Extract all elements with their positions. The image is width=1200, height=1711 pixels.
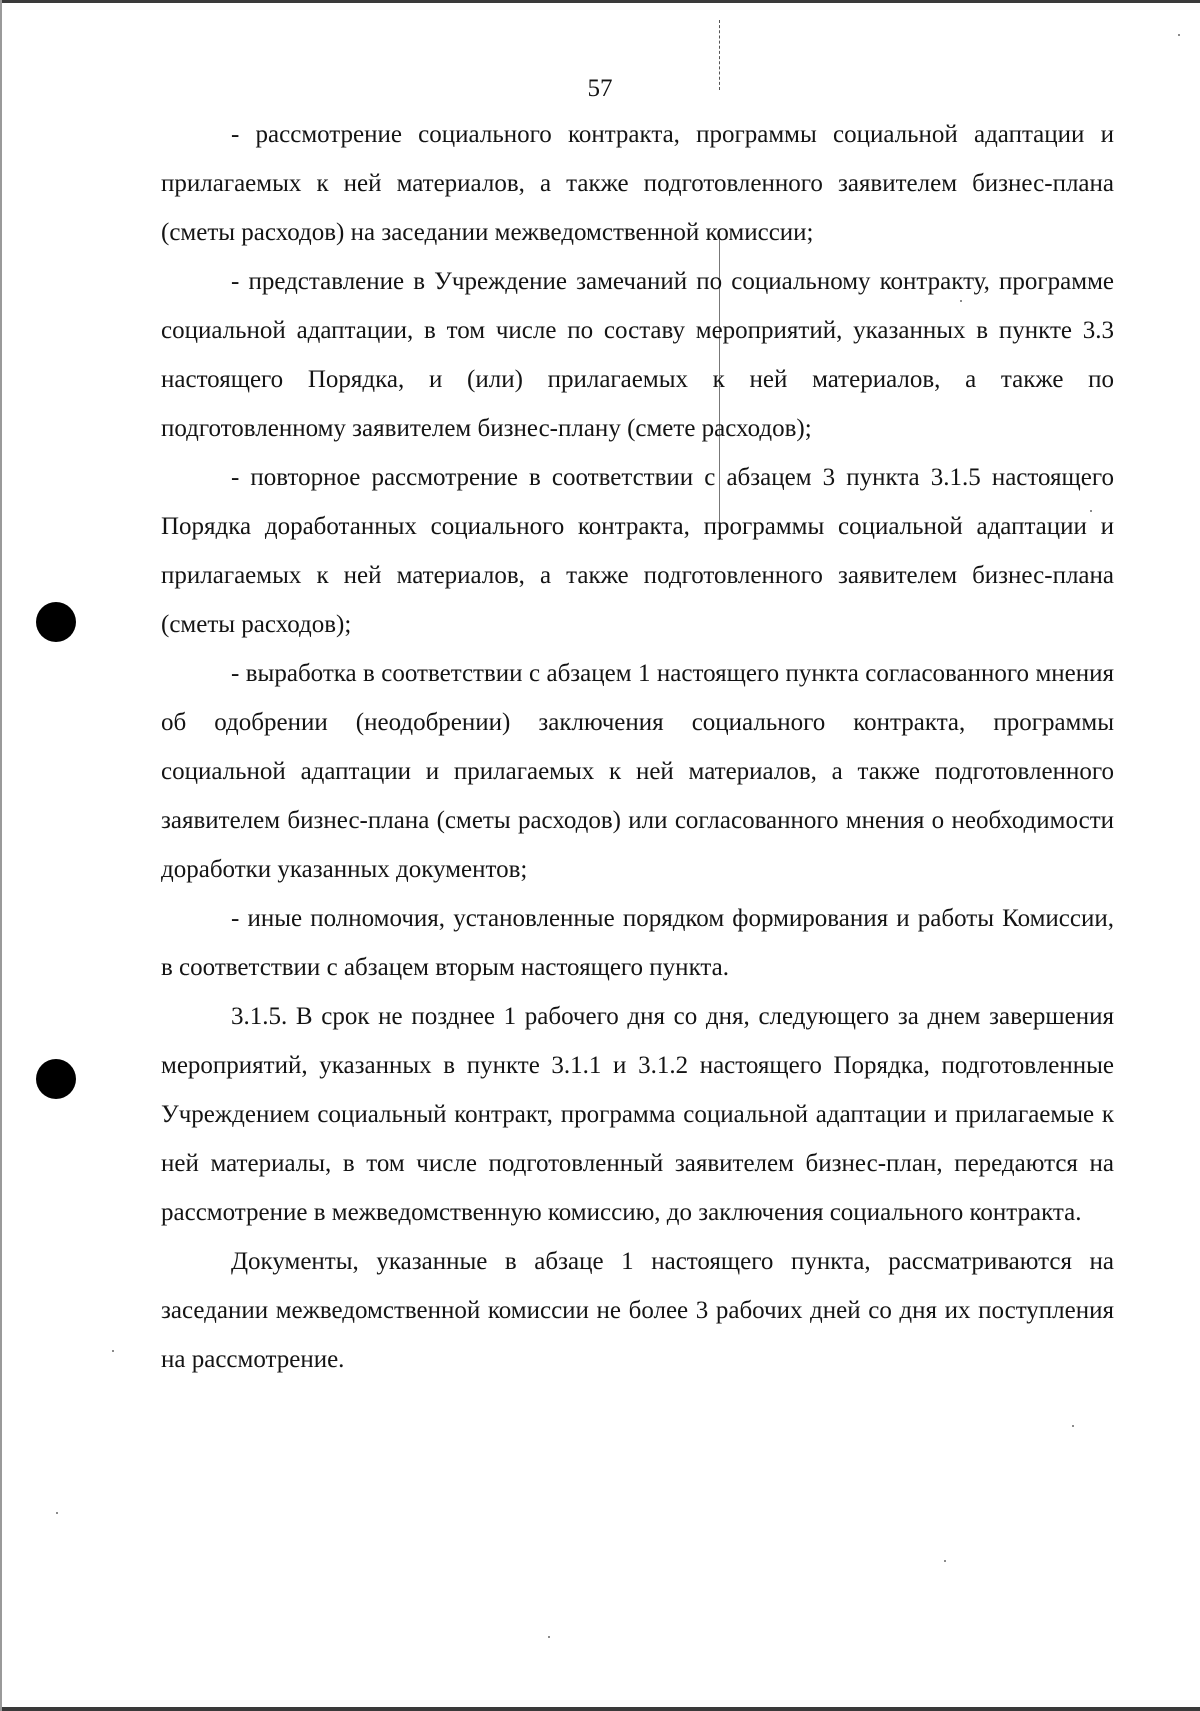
paragraph-clause-3-1-5: 3.1.5. В срок не позднее 1 рабочего дня со дня, следующего за днем завершения мероприятий, указанных в пункте 3.1.1 и 3.1.2 настоящего Порядка, подготовленные Учреждением социальный контракт, программа социальной адаптации и прилагаемые к ней материалы, в том числе подготовленный заявителем бизнес-план, передаются на рассмотрение в межведомственную комиссию, до заключения социального контракта. [161, 1003, 1114, 1226]
scan-speck [112, 1350, 114, 1352]
paragraph-item-remarks: - представление в Учреждение замечаний по социальному контракту, программе социальной адаптации, в том числе по составу мероприятий, указанных в пункте 3.3 настоящего Порядка, и (или) прилагаемых к ней материалов, а также по подготовленному заявителем бизнес-плану (смете расходов); [161, 268, 1114, 442]
scan-speck [56, 1512, 58, 1514]
punch-hole-upper [36, 602, 76, 642]
paragraph-item-repeat-review: - повторное рассмотрение в соответствии с абзацем 3 пункта 3.1.5 настоящего Порядка доработанных социального контракта, программы социальной адаптации и прилагаемых к ней материалов, а также подготовленного заявителем бизнес-плана (сметы расходов); [161, 464, 1114, 638]
scan-border-left [0, 0, 2, 1711]
scan-speck [944, 1560, 946, 1562]
scan-border-bottom [0, 1707, 1200, 1711]
punch-hole-lower [36, 1059, 76, 1099]
page-number: 57 [587, 75, 613, 102]
scan-speck [1072, 1425, 1074, 1427]
paragraph-documents-review-term: Документы, указанные в абзаце 1 настоящего пункта, рассматриваются на заседании межведомственной комиссии не более 3 рабочих дней со дня их поступления на рассмотрение. [161, 1248, 1114, 1373]
paragraph-item-agreed-opinion: - выработка в соответствии с абзацем 1 настоящего пункта согласованного мнения об одобрении (неодобрении) заключения социального контракта, программы социальной адаптации и прилагаемых к ней материалов, а также подготовленного заявителем бизнес-плана (сметы расходов) или согласованного мнения о необходимости доработки указанных документов; [161, 660, 1114, 883]
scan-border-top [0, 0, 1200, 3]
paragraph-item-other-powers: - иные полномочия, установленные порядком формирования и работы Комиссии, в соответствии с абзацем вторым настоящего пункта. [161, 905, 1114, 981]
document-body [161, 110, 1114, 1384]
scan-speck [548, 1636, 550, 1638]
paragraph-item-review: - рассмотрение социального контракта, программы социальной адаптации и прилагаемых к ней материалов, а также подготовленного заявителем бизнес-плана (сметы расходов) на заседании межведомственной комиссии; [161, 121, 1114, 246]
scan-speck [1178, 34, 1180, 36]
